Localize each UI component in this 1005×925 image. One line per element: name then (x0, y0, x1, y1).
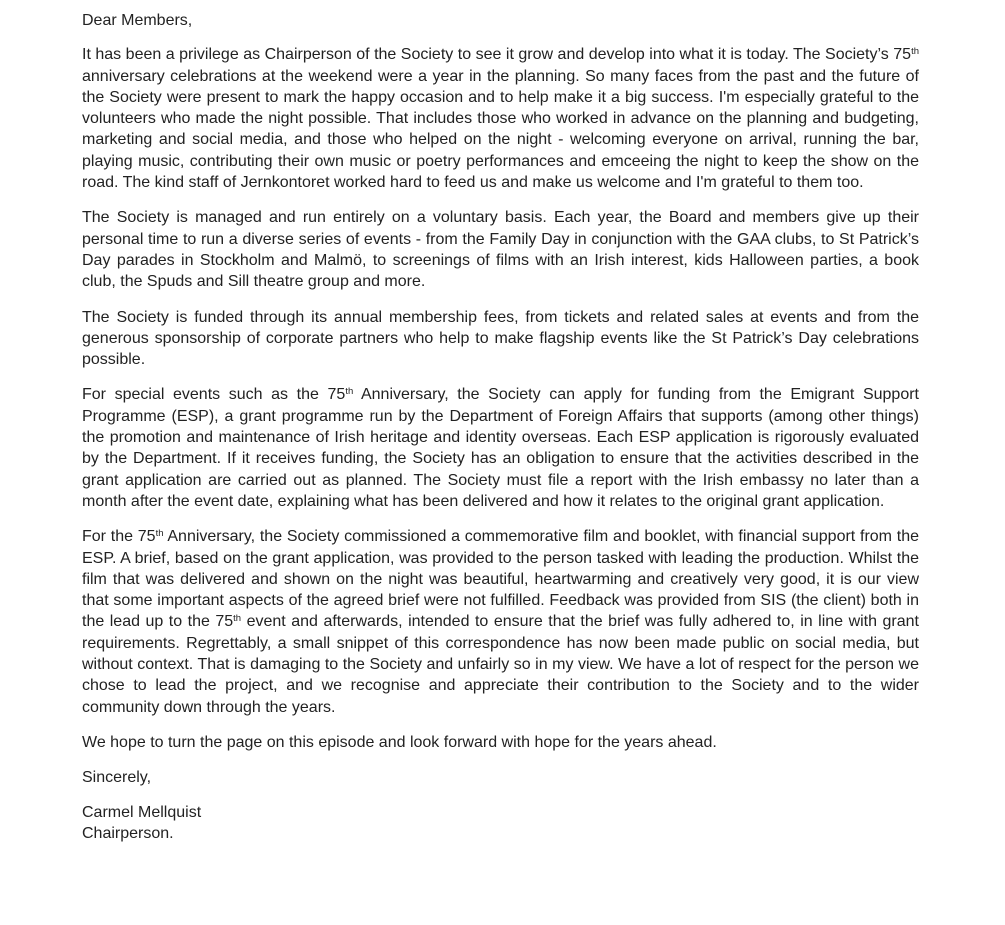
ordinal-suffix: th (155, 528, 164, 540)
paragraph-voluntary-basis: The Society is managed and run entirely on a voluntary basis. Each year, the Board and members give up their personal time to run a diverse series of events - from the Family Day in conjunction with the GAA clubs, to St Patrick’s Day parades in Stockholm and Malmö, to screenings of films with an Irish interest, kids Halloween parties, a book club, the Spuds and Sill theatre group and more. (82, 209, 919, 291)
ordinal-suffix: th (233, 613, 242, 625)
closing: Sincerely, (82, 769, 152, 787)
signature-block (82, 802, 919, 845)
paragraph-chairperson-thanks (82, 44, 919, 193)
text-run: Anniversary, the Society can apply for funding from the Emigrant Support Programme (ESP), a grant programme run by the Department of Foreign Affairs that supports (among other things) the promotion and maintenance of Irish heritage and identity overseas. Each ESP application is rigorously evaluated by the Department. If it receives funding, the Society has an obligation to ensure that the activities described in the grant application are carried out as planned. The Society must file a report with the Irish embassy no later than a month after the event date, explaining what has been delivered and how it relates to the original grant application. (82, 386, 919, 510)
ordinal-suffix: th (345, 386, 354, 398)
text-run: anniversary celebrations at the weekend were a year in the planning. So many faces from the past and the future of the Society were present to mark the happy occasion and to help make it a big success. I'm especially grateful to the volunteers who made the night possible. That includes those who worked in advance on the planning and budgeting, marketing and social media, and those who helped on the night - welcoming everyone on arrival, running the bar, playing music, contributing their own music or poetry performances and emceeing the night to keep the show on the road. The kind staff of Jernkontoret worked hard to feed us and make us welcome and I'm grateful to them too. (82, 67, 919, 192)
text-run: For the 75 (82, 528, 156, 546)
text-run: event and afterwards, intended to ensure that the brief was fully adhered to, in line with grant requirements. Regrettably, a small snippet of this correspondence has now been made public on social media, but without context. That is damaging to the Society and unfairly so in my view. We have a lot of respect for the person we chose to lead the project, and we recognise and appreciate their contribution to the Society and to the wider community down through the years. (82, 613, 919, 716)
text-run: It has been a privilege as Chairperson of the Society to see it grow and develop into what it is today. The Society’s 75 (82, 46, 912, 64)
paragraph-turn-the-page: We hope to turn the page on this episode and look forward with hope for the years ahead. (82, 733, 717, 751)
paragraph-esp-grant (82, 384, 919, 512)
text-run: Anniversary, the Society commissioned a commemorative film and booklet, with financial support from the ESP. A brief, based on the grant application, was provided to the person tasked with leading the production. Whilst the film that was delivered and shown on the night was beautiful, heartwarming and creatively very good, it is our view that some important aspects of the agreed brief were not fulfilled. Feedback was provided from SIS (the client) both in the lead up to the 75 (82, 528, 920, 631)
signatory-name: Carmel Mellquist (82, 803, 202, 821)
signatory-title: Chairperson. (82, 824, 174, 842)
ordinal-suffix: th (911, 46, 919, 58)
paragraph-funding: The Society is funded through its annual membership fees, from tickets and related sales at events and from the generous sponsorship of corporate partners who help to make flagship events like the St Patrick’s Day celebrations possible. (82, 308, 919, 369)
text-run: For special events such as the 75 (82, 386, 346, 404)
paragraph-commemorative-film (82, 526, 919, 718)
salutation: Dear Members, (82, 12, 193, 29)
